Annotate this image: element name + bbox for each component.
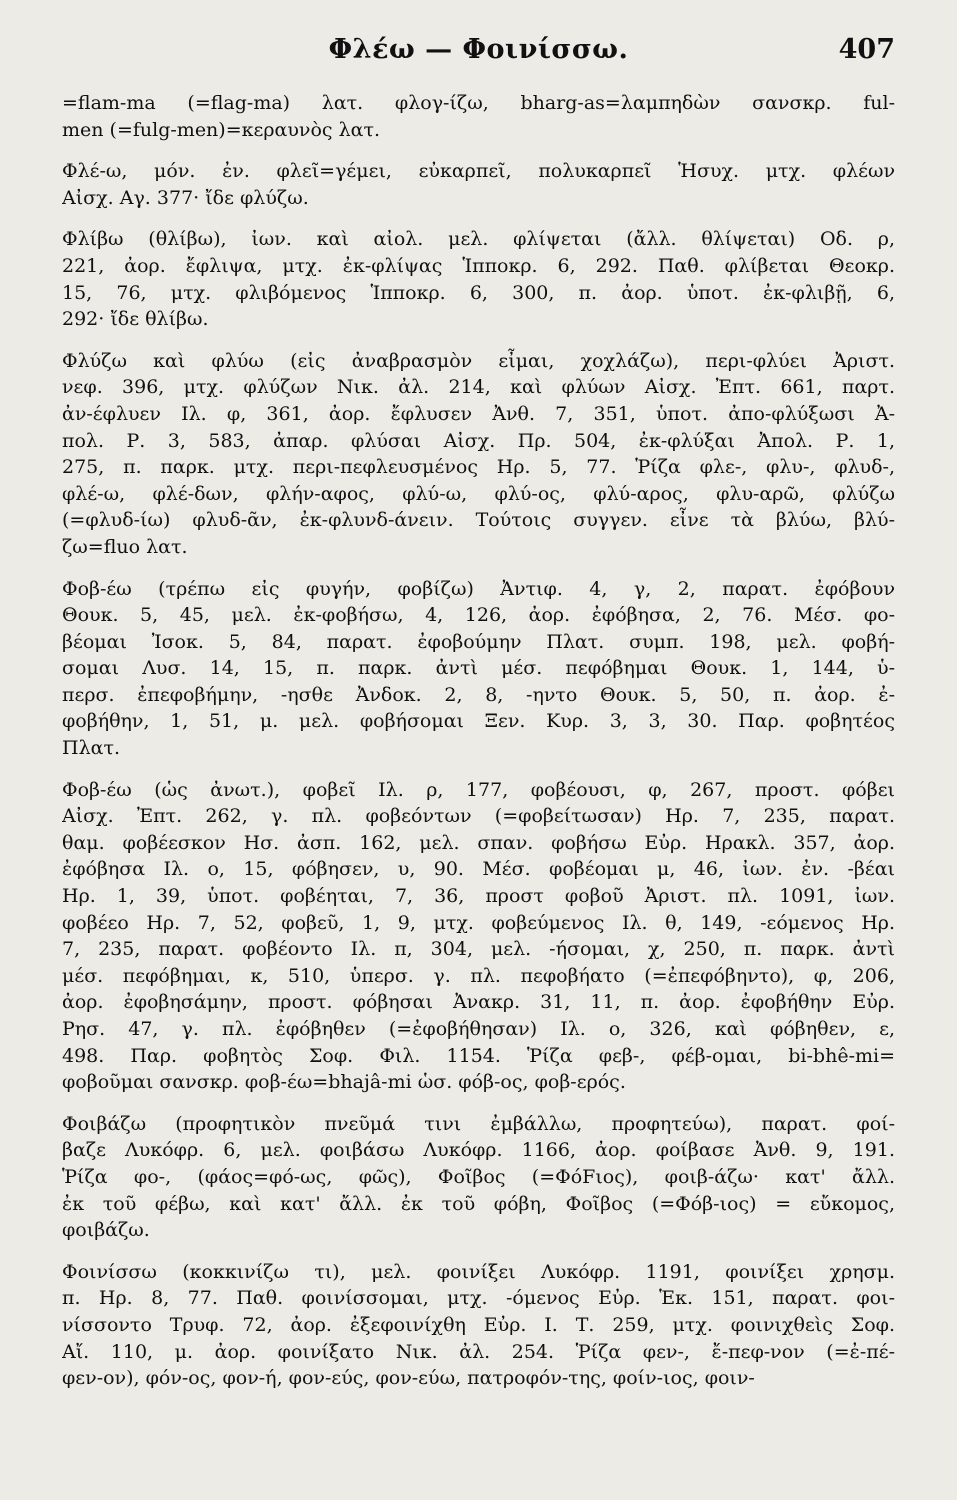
text-line: περσ. ἐπεφοβήμην, -ησθε Ἀνδοκ. 2, 8, -ηντο Θουκ. 5, 50, π. ἀορ. ἐ- — [62, 683, 895, 706]
text-line: 221, ἀορ. ἔφλιψα, μτχ. ἐκ-φλίψας Ἱπποκρ. 6, 292. Παθ. φλίβεται Θεοκρ. — [62, 254, 895, 277]
text-line: νεφ. 396, μτχ. φλύζων Νικ. ἀλ. 214, καὶ φλύων Αἰσχ. Ἐπτ. 661, παρτ. — [62, 376, 895, 399]
text-line: 292· ἴδε θλίβω. — [62, 308, 209, 331]
text-line: 498. Παρ. φοβητὸς Σοφ. Φιλ. 1154. Ῥίζα φεβ-, φέβ-ομαι, bi-bhê-mi= — [62, 1044, 895, 1067]
text-line: Αἰσχ. Αγ. 377· ἴδε φλύζω. — [62, 186, 309, 209]
text-line: ἀν-έφλυεν Ιλ. φ, 361, ἀορ. ἔφλυσεν Ἀνθ. 7, 351, ὑποτ. ἀπο-φλύξωσι Ἀ- — [62, 402, 895, 425]
dictionary-entry — [62, 90, 895, 143]
body-text — [62, 90, 895, 1392]
text-line: φεν-ον), φόν-ος, φον-ή, φον-εύς, φον-εύω, πατροφόν-της, φοίν-ιος, φοιν- — [62, 1367, 755, 1390]
text-line: ἐκ τοῦ φέβω, καὶ κατ' ἄλλ. ἐκ τοῦ φόβη, Φοῖβος (=Φόβ-ιος) = εὔκομος, — [62, 1192, 895, 1215]
text-line: Πλατ. — [62, 737, 120, 760]
text-line: φοιβάζω. — [62, 1219, 150, 1242]
text-line: μέσ. πεφόβημαι, κ, 510, ὑπερσ. γ. πλ. πεφοβήατο (=ἐπεφόβηντο), φ, 206, — [62, 964, 895, 987]
text-line: φοβέεο Ηρ. 7, 52, φοβεῦ, 1, 9, μτχ. φοβεύμενος Ιλ. θ, 149, -εόμενος Ηρ. — [62, 911, 895, 934]
dictionary-entry — [62, 348, 895, 561]
page-number: 407 — [838, 34, 895, 65]
dictionary-entry — [62, 777, 895, 1096]
text-line: 275, π. παρκ. μτχ. περι-πεφλευσμένος Ηρ. 5, 77. Ῥίζα φλε-, φλυ-, φλυδ-, — [62, 456, 895, 479]
text-line: βαζε Λυκόφρ. 6, μελ. φοιβάσω Λυκόφρ. 1166, ἀορ. φοίβασε Ἀνθ. 9, 191. — [62, 1139, 895, 1162]
dictionary-entry — [62, 158, 895, 211]
text-line: Θουκ. 5, 45, μελ. ἐκ-φοβήσω, 4, 126, ἀορ. ἐφόβησα, 2, 76. Μέσ. φο- — [62, 604, 895, 627]
page-header — [62, 34, 895, 78]
text-line: ἀορ. ἐφοβησάμην, προστ. φόβησαι Ἀνακρ. 31, 11, π. ἀορ. ἐφοβήθην Εὐρ. — [62, 991, 895, 1014]
dictionary-entry — [62, 1259, 895, 1392]
text-line: 15, 76, μτχ. φλιβόμενος Ἱπποκρ. 6, 300, π. ἀορ. ὑποτ. ἐκ-φλιβῇ, 6, — [62, 281, 895, 304]
text-line: Φλύζω καὶ φλύω (εἰς ἀναβρασμὸν εἶμαι, χοχλάζω), περι-φλύει Ἀριστ. — [62, 349, 895, 372]
text-line: Φοβ-έω (ὡς ἀνωτ.), φοβεῖ Ιλ. ρ, 177, φοβέουσι, φ, 267, προστ. φόβει — [62, 778, 895, 801]
text-line: ἐφόβησα Ιλ. ο, 15, φόβησεν, υ, 90. Μέσ. φοβέομαι μ, 46, ἰων. ἐν. -βέαι — [62, 858, 895, 881]
text-line: νίσσοντο Τρυφ. 72, ἀορ. ἐξεφοινίχθη Εὐρ. Ι. Τ. 259, μτχ. φοινιχθεὶς Σοφ. — [62, 1313, 895, 1336]
text-line: men (=fulg-men)=κεραυνὸς λατ. — [62, 118, 380, 141]
text-line: φοβοῦμαι σανσκρ. φοβ-έω=bhajâ-mi ὡσ. φόβ-ος, φοβ-ερός. — [62, 1071, 626, 1094]
text-line: σομαι Λυσ. 14, 15, π. παρκ. ἀντὶ μέσ. πεφόβημαι Θουκ. 1, 144, ὑ- — [62, 657, 895, 680]
text-line: φοβήθην, 1, 51, μ. μελ. φοβήσομαι Ξεν. Κυρ. 3, 3, 30. Παρ. φοβητέος — [62, 710, 895, 733]
text-line: Φοιβάζω (προφητικὸν πνεῦμά τινι ἐμβάλλω, προφητεύω), παρατ. φοί- — [62, 1112, 895, 1135]
text-line: Αἴ. 110, μ. ἀορ. φοινίξατο Νικ. ἀλ. 254. Ῥίζα φεν-, ἔ-πεφ-νον (=ἐ-πέ- — [62, 1340, 895, 1363]
running-title: Φλέω — Φοινίσσω. — [328, 34, 629, 65]
text-line: Φλέ-ω, μόν. ἐν. φλεῖ=γέμει, εὐκαρπεῖ, πολυκαρπεῖ Ἡσυχ. μτχ. φλέων — [62, 160, 895, 183]
text-line: π. Ηρ. 8, 77. Παθ. φοινίσσομαι, μτχ. -όμενος Εὐρ. Ἑκ. 151, παρατ. φοι- — [62, 1287, 895, 1310]
text-line: (=φλυδ-ίω) φλυδ-ᾶν, ἐκ-φλυνδ-άνειν. Τούτοις συγγεν. εἶνε τὰ βλύω, βλύ- — [62, 509, 895, 532]
text-line: βέομαι Ἰσοκ. 5, 84, παρατ. ἐφοβούμην Πλατ. συμπ. 198, μελ. φοβή- — [62, 630, 895, 653]
text-line: =flam-ma (=flag-ma) λατ. φλογ-ίζω, bharg-as=λαμπηδὼν σανσκρ. ful- — [62, 92, 895, 114]
text-line: ζω=fluo λατ. — [62, 535, 188, 558]
text-line: θαμ. φοβέεσκον Ησ. ἀσπ. 162, μελ. σπαν. φοβήσω Εὐρ. Ηρακλ. 357, ἀορ. — [62, 831, 895, 854]
dictionary-entry — [62, 1111, 895, 1244]
text-line: Φοινίσσω (κοκκινίζω τι), μελ. φοινίξει Λυκόφρ. 1191, φοινίξει χρησμ. — [62, 1260, 895, 1283]
text-line: Ηρ. 1, 39, ὑποτ. φοβέηται, 7, 36, προστ φοβοῦ Ἀριστ. πλ. 1091, ἰων. — [62, 885, 895, 908]
text-line: Φλίβω (θλίβω), ἰων. καὶ αἰολ. μελ. φλίψεται (ἄλλ. θλίψεται) Οδ. ρ, — [62, 228, 895, 251]
text-line: πολ. Ρ. 3, 583, ἀπαρ. φλύσαι Αἰσχ. Πρ. 504, ἐκ-φλύξαι Ἀπολ. Ρ. 1, — [62, 429, 895, 452]
dictionary-entry — [62, 226, 895, 332]
text-line: Ρησ. 47, γ. πλ. ἐφόβηθεν (=ἐφοβήθησαν) Ιλ. ο, 326, καὶ φόβηθεν, ε, — [62, 1018, 895, 1040]
text-line: φλέ-ω, φλέ-δων, φλήν-αφος, φλύ-ω, φλύ-ος, φλύ-αρος, φλυ-αρῶ, φλύζω — [62, 482, 895, 505]
text-line: Φοβ-έω (τρέπω εἰς φυγήν, φοβίζω) Ἀντιφ. 4, γ, 2, παρατ. ἐφόβουν — [62, 577, 895, 600]
text-line: Αἰσχ. Ἐπτ. 262, γ. πλ. φοβεόντων (=φοβείτωσαν) Ηρ. 7, 235, παρατ. — [62, 805, 895, 828]
dictionary-entry — [62, 576, 895, 762]
text-line: Ῥίζα φο-, (φάος=φό-ως, φῶς), Φοῖβος (=ΦόFιος), φοιβ-άζω· κατ' ἄλλ. — [62, 1165, 895, 1188]
text-line: 7, 235, παρατ. φοβέοντο Ιλ. π, 304, μελ. -ήσομαι, χ, 250, π. παρκ. ἀντὶ — [62, 938, 895, 961]
